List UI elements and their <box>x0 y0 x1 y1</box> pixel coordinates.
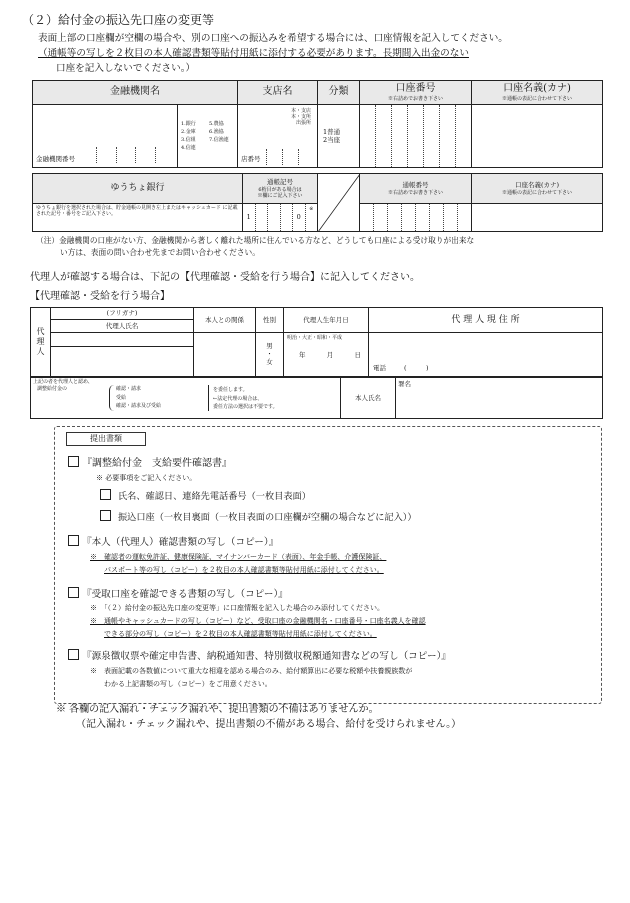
proxy-furigana-field[interactable] <box>51 333 194 347</box>
doc-1-checkbox[interactable] <box>68 456 79 467</box>
doc-1-note: ※ 必要事項をご記入ください。 <box>96 474 197 482</box>
bank-note-line-1: （注）金融機関の口座がない方、金融機関から著しく離れた場所に住んでいる方など、どうしても口座による受け取りが出来な <box>36 236 475 245</box>
doc-2-checkbox[interactable] <box>68 535 79 546</box>
doc-1-sub-2[interactable]: 振込口座（一枚目裏面（一枚目表面の口座欄が空欄の場合などに記入）） <box>100 510 417 524</box>
bank-code-boxes[interactable] <box>96 147 174 163</box>
birth-field[interactable]: 明治・大正・昭和・平成 年 月 日 <box>284 333 369 377</box>
doc-1-sub-2-checkbox[interactable] <box>100 510 111 521</box>
branch-code-boxes[interactable] <box>266 149 314 165</box>
doc-item-3[interactable]: 『受取口座を確認できる書類の写し（コピー）』 <box>68 587 288 601</box>
section-title: （２）給付金の振込先口座の変更等 <box>22 13 215 27</box>
bank-name-header: 金融機関名 <box>33 81 238 105</box>
yucho-diagonal-cell <box>318 174 360 232</box>
doc-item-1[interactable]: 『調整給付金 支給要件確認書』 <box>68 456 232 470</box>
passbook-number-boxes[interactable] <box>360 204 472 232</box>
bank-note-line-2: い方は、表面の問い合わせ先までお問い合わせください。 <box>60 248 260 257</box>
doc-3-checkbox[interactable] <box>68 587 79 598</box>
category-header: 分類 <box>318 81 360 105</box>
delegation-options[interactable]: 確認・請求 受給 確認・請求及び受給 <box>109 385 167 411</box>
proxy-name-field[interactable] <box>51 347 194 377</box>
kigo-header: 通帳記号 6桁目がある場合は ※欄にご記入下さい <box>243 174 318 204</box>
intro-line-2: （通帳等の写しを２枚目の本人確認書類等貼付用紙に添付する必要があります。長期間入出金のない <box>38 48 469 59</box>
furigana-header: (フリガナ) <box>51 308 194 320</box>
signature-field[interactable]: 署名 <box>396 378 603 419</box>
branch-field[interactable]: 本・支店 本・支所 出張所 店番号 <box>238 105 318 168</box>
intro-line-1: 表面上部の口座欄が空欄の場合や、別の口座への振込みを希望する場合には、口座情報を記入してください。 <box>38 33 508 44</box>
kigo-first-digit: 1 <box>243 204 256 231</box>
doc-4-checkbox[interactable] <box>68 649 79 660</box>
sex-header: 性別 <box>256 308 284 333</box>
bank-name-field[interactable] <box>33 105 178 168</box>
doc-item-4[interactable]: 『源泉徴収票や確定申告書、納税通知書、特別徴収税額通知書などの写し（コピー）』 <box>68 649 451 663</box>
doc-3-note-3: できる部分の写し（コピー）を２枚目の本人確認書類等貼付用紙に添付してください。 <box>104 630 377 638</box>
holder-header: 口座名義(カナ) ※通帳の表記に合わせて下さい <box>472 81 603 105</box>
doc-4-note-1: ※ 表面記載の各数値について重大な相違を認める場合のみ、給付額算出に必要な税額や扶養親族数が <box>90 667 413 675</box>
bank-type-options[interactable]: 1.銀行 5.農協 2.金庫 6.漁協 3.信組 7.信漁連 4.信連 <box>178 105 238 168</box>
yucho-holder-header: 口座名義(カナ) ※通帳の表記に合わせて下さい <box>472 174 603 204</box>
address-field[interactable]: 電話 ( ) <box>369 333 603 377</box>
passbook-no-header: 通帳番号 ※右詰めでお書き下さい <box>360 174 472 204</box>
doc-2-note-2: パスポート等の写し（コピー）を２枚目の本人確認書類等貼付用紙に添付してください。 <box>104 566 384 574</box>
account-no-header: 口座番号 ※右詰めでお書き下さい <box>360 81 472 105</box>
bank-account-table <box>32 80 603 168</box>
yucho-holder-field[interactable] <box>472 204 603 232</box>
kigo-boxes[interactable] <box>243 204 318 232</box>
proxy-heading: 【代理確認・受給を行う場合】 <box>30 291 170 302</box>
branch-header: 支店名 <box>238 81 318 105</box>
delegation-text: 上記の者を代理人と認め、 調整給付金の 確認・請求 受給 確認・請求及び受給 を委任します。 ←法定代理の場合は、 委任方法の選択は不要です。 <box>31 378 341 419</box>
sex-options[interactable]: 男 ・ 女 <box>256 333 284 377</box>
relation-field[interactable] <box>194 333 256 377</box>
delegation-table <box>30 377 603 419</box>
doc-1-sub-1-checkbox[interactable] <box>100 489 111 500</box>
doc-3-note-2: ※ 通帳やキャッシュカードの写し（コピー）など、受取口座の金融機関名・口座番号・口座名義人を確認 <box>90 617 426 625</box>
relation-header: 本人との関係 <box>194 308 256 333</box>
footer-line-2: （記入漏れ・チェック漏れや、提出書類の不備がある場合、給付を受けられません。） <box>76 719 462 730</box>
proxy-name-header: 代理人氏名 <box>51 319 194 333</box>
address-header: 代 理 人 現 住 所 <box>369 308 603 333</box>
account-number-boxes[interactable] <box>360 105 472 168</box>
category-options[interactable]: 1普通 2当座 <box>318 105 360 168</box>
doc-3-note-1: ※ 「（２）給付金の振込先口座の変更等」に口座情報を記入した場合のみ添付してください。 <box>90 604 384 612</box>
kigo-last-digit: 0 <box>293 204 306 231</box>
proxy-table <box>30 307 603 377</box>
branch-code-label: 店番号 <box>241 154 261 163</box>
yucho-label: ゆうちょ銀行 <box>33 174 243 204</box>
holder-name-field[interactable] <box>472 105 603 168</box>
documents-label: 提出書類 <box>66 432 146 446</box>
yucho-table <box>32 173 603 232</box>
doc-4-note-2: わかる上記書類の写し（コピー）をご用意ください。 <box>104 680 272 688</box>
principal-label: 本人氏名 <box>341 378 396 419</box>
yucho-note: ゆうちょ銀行を選択された場合は、貯金通帳の見開き左上またはキャッシュカード に記載された記号・番号をご記入下さい。 <box>33 204 243 232</box>
footer-line-1: ※ 各欄の記入漏れ・チェック漏れや、提出書類の不備はありませんか。 <box>56 704 379 715</box>
kigo-mark: ※ <box>309 206 314 212</box>
tel-label: 電話 <box>373 363 386 372</box>
intro-line-3: 口座を記入しないでください。） <box>56 63 196 74</box>
doc-item-2[interactable]: 『本人（代理人）確認書類の写し（コピー）』 <box>68 535 278 549</box>
proxy-intro: 代理人が確認する場合は、下記の【代理確認・受給を行う場合】に記入してください。 <box>30 272 420 283</box>
bank-code-label: 金融機関番号 <box>36 154 75 163</box>
birth-header: 代理人生年月日 <box>284 308 369 333</box>
doc-1-sub-1[interactable]: 氏名、確認日、連絡先電話番号（一枚目表面） <box>100 489 311 503</box>
proxy-side-label: 代 理 人 <box>31 308 51 377</box>
doc-2-note-1: ※ 確認者の運転免許証、健康保険証、マイナンバーカード（表面）、年金手帳、介護保険証、 <box>90 553 387 561</box>
